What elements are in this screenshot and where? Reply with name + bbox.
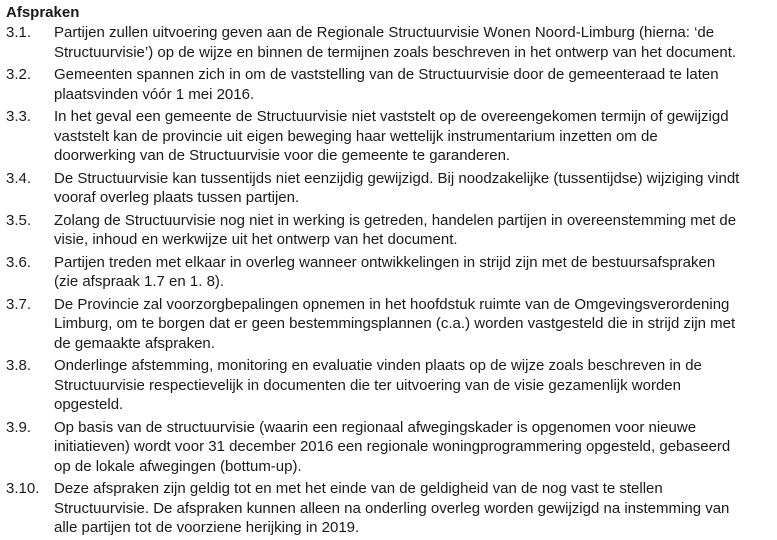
agreement-text-line: Zolang de Structuurvisie nog niet in werking is getreden, handelen partijen in overeenstemming met de bbox=[54, 211, 737, 229]
agreement-number: 3.6. bbox=[6, 253, 32, 271]
agreement-text-line: vooraf overleg plaats tussen partijen. bbox=[54, 189, 300, 206]
agreement-item bbox=[6, 169, 767, 208]
agreement-item bbox=[6, 253, 767, 292]
agreement-text-line: plaatsvinden vóór 1 mei 2016. bbox=[54, 85, 255, 103]
agreement-text-line: vaststelt kan de provincie uit eigen beweging haar wettelijk instrumentarium inzetten om de bbox=[54, 127, 658, 145]
agreement-text-line: Deze afspraken zijn geldig tot en met het einde van de geldigheid van de nog vast te stellen bbox=[54, 480, 663, 497]
agreement-number: 3.1. bbox=[6, 24, 32, 41]
agreement-number: 3.4. bbox=[6, 169, 32, 187]
agreement-text bbox=[54, 479, 767, 538]
agreement-item bbox=[6, 295, 767, 354]
agreement-item bbox=[6, 65, 767, 104]
agreement-text-line: De Structuurvisie kan tussentijds niet eenzijdig gewijzigd. Bij noodzakelijke (tussentijdse) wijziging vindt bbox=[54, 169, 740, 187]
agreement-item bbox=[6, 211, 767, 250]
agreement-number: 3.10. bbox=[6, 480, 40, 497]
agreement-list bbox=[6, 23, 767, 538]
agreement-text-line: Partijen treden met elkaar in overleg wanneer ontwikkelingen in strijd zijn met de bestuursafspraken bbox=[54, 253, 716, 271]
agreement-text-line: alle partijen tot de voorziene herijking in 2019. bbox=[54, 519, 360, 536]
agreement-text-line: visie, inhoud en werkwijze uit het ontwerp van het document. bbox=[54, 231, 458, 248]
agreement-item bbox=[6, 107, 767, 166]
agreement-text-line: doorwerking van de Structuurvisie voor die gemeente te garanderen. bbox=[54, 147, 511, 164]
agreement-text-line: Onderlinge afstemming, monitoring en evaluatie vinden plaats op de wijze zoals beschreven in de bbox=[54, 357, 702, 374]
agreement-number: 3.7. bbox=[6, 295, 32, 313]
agreement-text-line: (zie afspraak 1.7 en 1. 8). bbox=[54, 273, 225, 290]
agreement-text-line: Limburg, om te borgen dat er geen bestemmingsplannen (c.a.) worden vastgesteld die in strijd zijn met bbox=[54, 315, 736, 332]
agreement-text bbox=[54, 65, 767, 104]
agreement-text bbox=[54, 107, 767, 166]
agreement-text-line: Structuurvisie. De afspraken kunnen alleen na onderling overleg worden gewijzigd na instemming van bbox=[54, 499, 730, 517]
agreement-text-line: Partijen zullen uitvoering geven aan de Regionale Structuurvisie Wonen Noord-Limburg (hierna: ‘de bbox=[54, 24, 715, 41]
agreement-text bbox=[54, 169, 767, 208]
agreement-text bbox=[54, 418, 767, 477]
agreement-item bbox=[6, 23, 767, 62]
agreement-text-line: op de lokale afwegingen (bottum-up). bbox=[54, 457, 302, 475]
section-heading: Afspraken bbox=[6, 4, 80, 21]
agreement-text-line: De Provincie zal voorzorgbepalingen opnemen in het hoofdstuk ruimte van de Omgevingsverordening bbox=[54, 295, 730, 313]
agreement-text-line: In het geval een gemeente de Structuurvisie niet vaststelt op de overeengekomen termijn of gewijzigd bbox=[54, 108, 729, 125]
agreement-number: 3.8. bbox=[6, 357, 32, 374]
agreement-item bbox=[6, 418, 767, 477]
agreement-number: 3.5. bbox=[6, 211, 32, 229]
agreement-number: 3.9. bbox=[6, 418, 32, 436]
agreement-number: 3.3. bbox=[6, 108, 32, 125]
agreement-item bbox=[6, 479, 767, 538]
agreement-text-line: Op basis van de structuurvisie (waarin een regionaal afwegingskader is opgenomen voor nieuwe bbox=[54, 418, 697, 436]
agreement-text bbox=[54, 295, 767, 354]
agreement-text-line: Structuurvisie respectievelijk in documenten die ter uitvoering van de visie gezamenlijk worden bbox=[54, 376, 681, 394]
agreement-text bbox=[54, 253, 767, 292]
agreement-text bbox=[54, 23, 767, 62]
agreement-text-line: Structuurvisie’) op de wijze en binnen de termijnen zoals beschreven in het ontwerp van het document. bbox=[54, 43, 737, 61]
agreement-text-line: initiatieven) wordt voor 31 december 2016 een regionale woningprogrammering opgesteld, gebaseerd bbox=[54, 438, 731, 455]
agreement-text-line: Gemeenten spannen zich in om de vaststelling van de Structuurvisie door de gemeenteraad te laten bbox=[54, 66, 719, 83]
agreement-item bbox=[6, 356, 767, 415]
agreement-text bbox=[54, 211, 767, 250]
agreement-text-line: opgesteld. bbox=[54, 396, 124, 413]
agreement-text bbox=[54, 356, 767, 415]
agreement-number: 3.2. bbox=[6, 66, 32, 83]
agreement-text-line: de gemaakte afspraken. bbox=[54, 334, 215, 352]
